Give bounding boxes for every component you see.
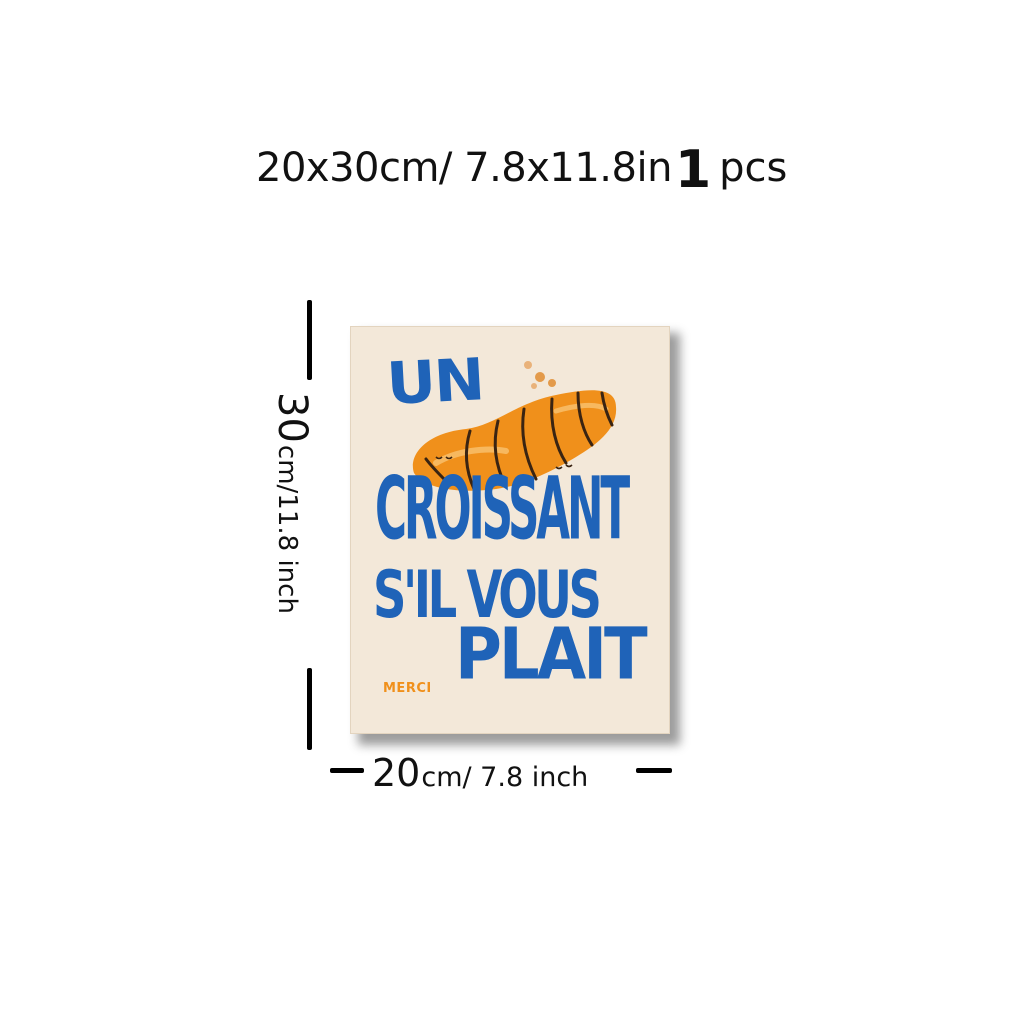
crumb: [531, 383, 537, 389]
width-marker-left: [330, 768, 364, 773]
height-number: 30: [269, 392, 315, 443]
quantity-unit: pcs: [719, 145, 788, 191]
poster-word-sil-vous: S'IL VOUS: [373, 557, 599, 633]
height-marker-bottom: [307, 668, 312, 750]
quantity-number: 1: [674, 140, 712, 200]
height-label: [269, 392, 315, 614]
size-headline: [256, 138, 788, 200]
crumb: [524, 361, 532, 369]
width-label: [372, 751, 589, 795]
poster: [350, 326, 670, 734]
poster-word-plait: PLAIT: [455, 613, 645, 697]
height-unit: cm/11.8 inch: [272, 444, 302, 614]
width-number: 20: [372, 751, 421, 795]
crumb: [535, 372, 545, 382]
crumb: [548, 379, 556, 387]
poster-word-merci: MERCI: [383, 681, 432, 696]
width-unit: cm/ 7.8 inch: [421, 762, 589, 793]
poster-word-un: UN: [384, 345, 485, 418]
poster-word-croissant: CROISSANT: [375, 459, 628, 560]
size-text: 20x30cm/ 7.8x11.8in: [256, 145, 672, 191]
width-marker-right: [636, 768, 672, 773]
height-marker-top: [307, 300, 312, 380]
